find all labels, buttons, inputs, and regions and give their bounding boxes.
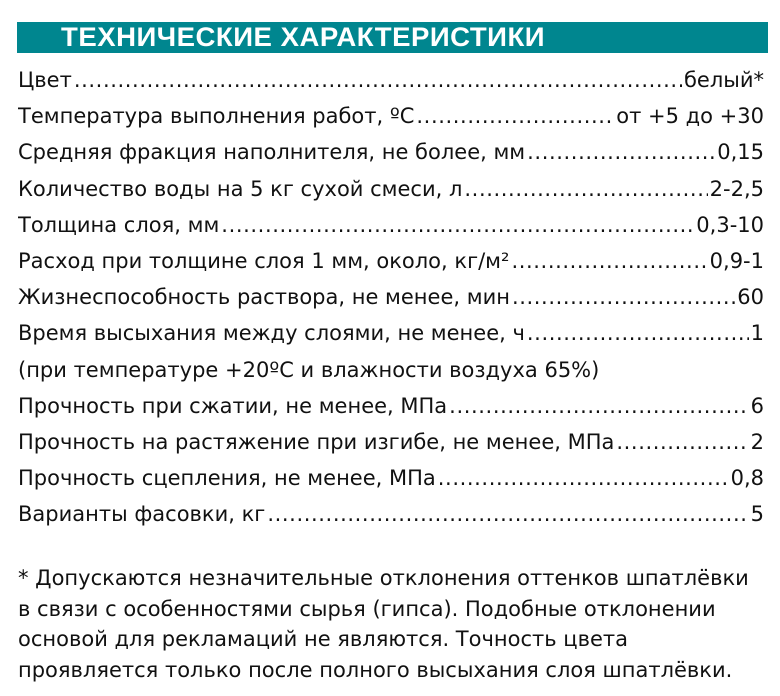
spec-note-conditions: (при температуре +20ºС и влажности воздуха 65%) [18, 357, 600, 382]
dot-leader [416, 98, 614, 134]
spec-value: 0,8 [730, 466, 764, 491]
spec-label: Жизнеспособность раствора, не менее, мин [18, 285, 510, 310]
spec-value: 5 [750, 502, 764, 527]
spec-label: Прочность сцепления, не менее, МПа [18, 466, 436, 491]
spec-row-adhesion-strength [18, 460, 764, 496]
spec-label: Прочность на растяжение при изгибе, не менее, МПа [18, 429, 615, 454]
spec-row-drying-time [18, 315, 764, 351]
spec-label: Время высыхания между слоями, не менее, ч [18, 321, 525, 346]
spec-value: 0,15 [717, 140, 764, 165]
spec-row-packaging [18, 496, 764, 532]
spec-value: 60 [737, 285, 764, 310]
section-header-bar [17, 22, 768, 53]
dot-leader [74, 62, 682, 98]
spec-row-flexural-strength [18, 424, 764, 460]
footnote-line: основой для рекламаций не являются. Точность цвета [18, 627, 628, 651]
spec-row-water-amount [18, 171, 764, 207]
dot-leader [512, 279, 735, 315]
spec-value: белый* [683, 68, 764, 92]
dot-leader [438, 460, 729, 496]
spec-label: Расход при толщине слоя 1 мм, около, кг/м² [18, 248, 510, 273]
spec-value: 0,3-10 [696, 212, 764, 237]
dot-leader [449, 388, 748, 424]
spec-row-color [18, 62, 764, 98]
spec-label: Средняя фракция наполнителя, не более, мм [18, 140, 526, 165]
spec-row-compressive-strength [18, 388, 764, 424]
spec-row-temperature [18, 98, 764, 134]
footnote-line: * Допускаются незначительные отклонения оттенков шпатлёвки [18, 566, 749, 590]
dot-leader [464, 171, 707, 207]
section-title: ТЕХНИЧЕСКИЕ ХАРАКТЕРИСТИКИ [61, 22, 546, 52]
spec-label: Температура выполнения работ, ºС [18, 104, 415, 129]
footnote-line: проявляется только после полного высыхания слоя шпатлёвки. [18, 657, 733, 682]
spec-value: 6 [750, 393, 764, 418]
dot-leader [221, 207, 694, 243]
footnote-line: в связи с особенностями сырья (гипса). Подобные отклонении [18, 596, 716, 621]
spec-value: 2-2,5 [709, 176, 764, 201]
spec-row-filler-fraction [18, 134, 764, 170]
spec-row-pot-life [18, 279, 764, 315]
spec-label: Прочность при сжатии, не менее, МПа [18, 393, 448, 418]
spec-value: 0,9-1 [709, 248, 764, 273]
spec-label: Цвет [18, 68, 72, 92]
dot-leader [511, 243, 707, 279]
spec-label: Варианты фасовки, кг [18, 502, 266, 527]
spec-label: Количество воды на 5 кг сухой смеси, л [18, 176, 463, 201]
dot-leader [527, 134, 715, 170]
spec-row-layer-thickness [18, 207, 764, 243]
spec-value: 1 [750, 321, 764, 346]
dot-leader [616, 424, 748, 460]
dot-leader [527, 315, 749, 351]
spec-row-consumption [18, 243, 764, 279]
spec-value: от +5 до +30 [616, 104, 764, 129]
specifications-list [18, 62, 764, 532]
spec-value: 2 [750, 429, 764, 454]
footnote [18, 563, 768, 685]
dot-leader [267, 496, 748, 532]
spec-label: Толщина слоя, мм [18, 212, 220, 237]
